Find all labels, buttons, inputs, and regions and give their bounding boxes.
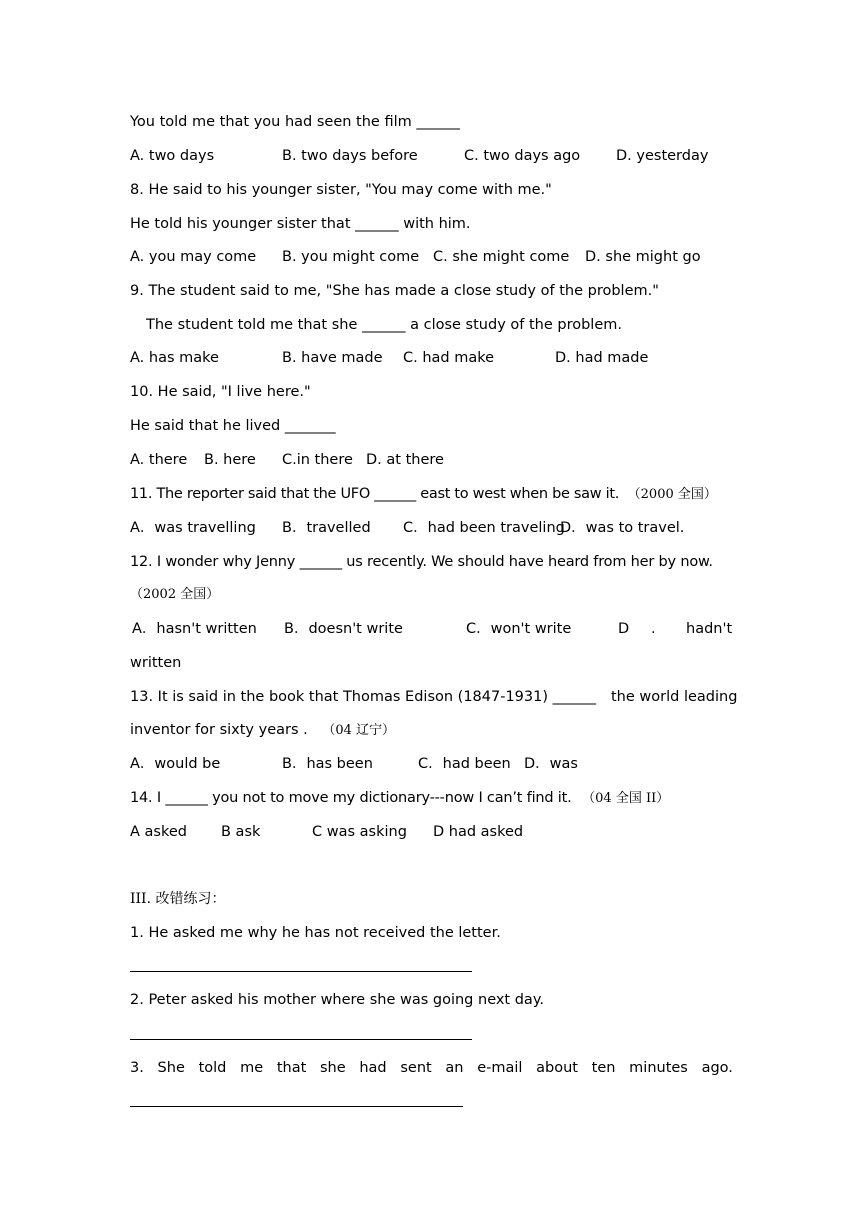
q13-source: （04 辽宁） — [322, 723, 396, 738]
s3-word: that — [276, 1060, 307, 1076]
section3-heading: III. 改错练习： — [130, 891, 226, 907]
s3-word: She — [157, 1060, 185, 1076]
q8-stem: He told his younger sister that ______ with him. — [130, 216, 471, 232]
q11-option-d: D．was to travel. — [560, 520, 685, 536]
q10-option-d: D. at there — [366, 452, 444, 468]
q11-prompt — [130, 484, 717, 505]
q9-option-c: C. had make — [403, 350, 495, 366]
answer-line-3 — [130, 1106, 463, 1107]
q12-option-c: C．won't write — [466, 621, 572, 637]
q8-option-b: B. you might come — [282, 249, 420, 265]
q7-option-d: D. yesterday — [616, 148, 709, 164]
q12-source: （2002 全国） — [130, 587, 220, 602]
q7-option-c: C. two days ago — [464, 148, 581, 164]
answer-line-1 — [130, 971, 472, 972]
s3-word: she — [319, 1060, 346, 1076]
q8-prompt: 8. He said to his younger sister, "You may come with me." — [130, 182, 552, 198]
q12-option-d-dot: . — [651, 621, 656, 637]
section3-sentence-2: 2. Peter asked his mother where she was going next day. — [130, 992, 544, 1008]
q14-option-a: A asked — [130, 824, 187, 840]
s3-word: told — [198, 1060, 227, 1076]
q11-prompt-text: 11. The reporter said that the UFO ______ east to west when be saw it. — [130, 486, 620, 502]
section3-sentence-3 — [130, 1058, 733, 1078]
s3-word: sent — [400, 1060, 432, 1076]
q12-option-b: B．doesn't write — [284, 621, 403, 637]
q12-option-a: A．hasn't written — [132, 621, 257, 637]
q9-prompt: 9. The student said to me, "She has made a close study of the problem." — [130, 283, 659, 299]
q11-option-c: C．had been traveling — [403, 520, 565, 536]
s3-word: 3. — [130, 1060, 144, 1076]
q14-prompt — [130, 788, 669, 809]
q13-option-c: C．had been — [418, 756, 511, 772]
s3-word: ten — [591, 1060, 616, 1076]
s3-word: ago. — [701, 1060, 733, 1076]
q13-line1-end: the world leading — [611, 689, 738, 705]
s3-word: minutes — [629, 1060, 688, 1076]
q7-option-a: A. two days — [130, 148, 215, 164]
q10-prompt: 10. He said, "I live here." — [130, 384, 311, 400]
q12-option-d-text: hadn't — [686, 621, 733, 637]
q10-stem: He said that he lived _______ — [130, 418, 336, 434]
s3-word: had — [359, 1060, 387, 1076]
q14-prompt-text: 14. I ______ you not to move my dictionary---now I can’t find it. — [130, 790, 572, 806]
q10-option-c: C.in there — [282, 452, 353, 468]
q7-stem: You told me that you had seen the film ______ — [130, 114, 460, 130]
s3-word: me — [240, 1060, 264, 1076]
q11-option-a: A．was travelling — [130, 520, 256, 536]
q9-option-b: B. have made — [282, 350, 383, 366]
q7-option-b: B. two days before — [282, 148, 418, 164]
q13-line1-start: 13. It is said in the book that Thomas Edison (1847-1931) ______ — [130, 689, 597, 705]
section3-sentence-1: 1. He asked me why he has not received the letter. — [130, 925, 501, 941]
s3-word: about — [536, 1060, 578, 1076]
answer-line-2 — [130, 1039, 472, 1040]
q13-option-b: B．has been — [282, 756, 373, 772]
q10-option-a: A. there — [130, 452, 188, 468]
q14-source: （04 全国 II） — [582, 791, 670, 806]
q12-option-d-letter: D — [618, 621, 630, 637]
q13-line2-text: inventor for sixty years . — [130, 722, 308, 738]
q12-prompt: 12. I wonder why Jenny ______ us recently. We should have heard from her by now. — [130, 554, 713, 570]
q11-option-b: B．travelled — [282, 520, 371, 536]
q14-option-d: D had asked — [433, 824, 524, 840]
q14-option-c: C was asking — [312, 824, 407, 840]
q14-option-b: B ask — [221, 824, 261, 840]
q13-line2 — [130, 720, 395, 741]
q12-option-d-continued: written — [130, 655, 182, 671]
q8-option-c: C. she might come — [433, 249, 570, 265]
q9-option-d: D. had made — [555, 350, 649, 366]
q13-option-d: D．was — [524, 756, 578, 772]
q13-option-a: A．would be — [130, 756, 221, 772]
q9-stem: The student told me that she ______ a close study of the problem. — [146, 317, 622, 333]
q10-option-b: B. here — [204, 452, 256, 468]
q8-option-d: D. she might go — [585, 249, 701, 265]
q11-source: （2000 全国） — [627, 487, 717, 502]
q8-option-a: A. you may come — [130, 249, 257, 265]
q9-option-a: A. has make — [130, 350, 219, 366]
s3-word: e-mail — [477, 1060, 523, 1076]
s3-word: an — [445, 1060, 464, 1076]
